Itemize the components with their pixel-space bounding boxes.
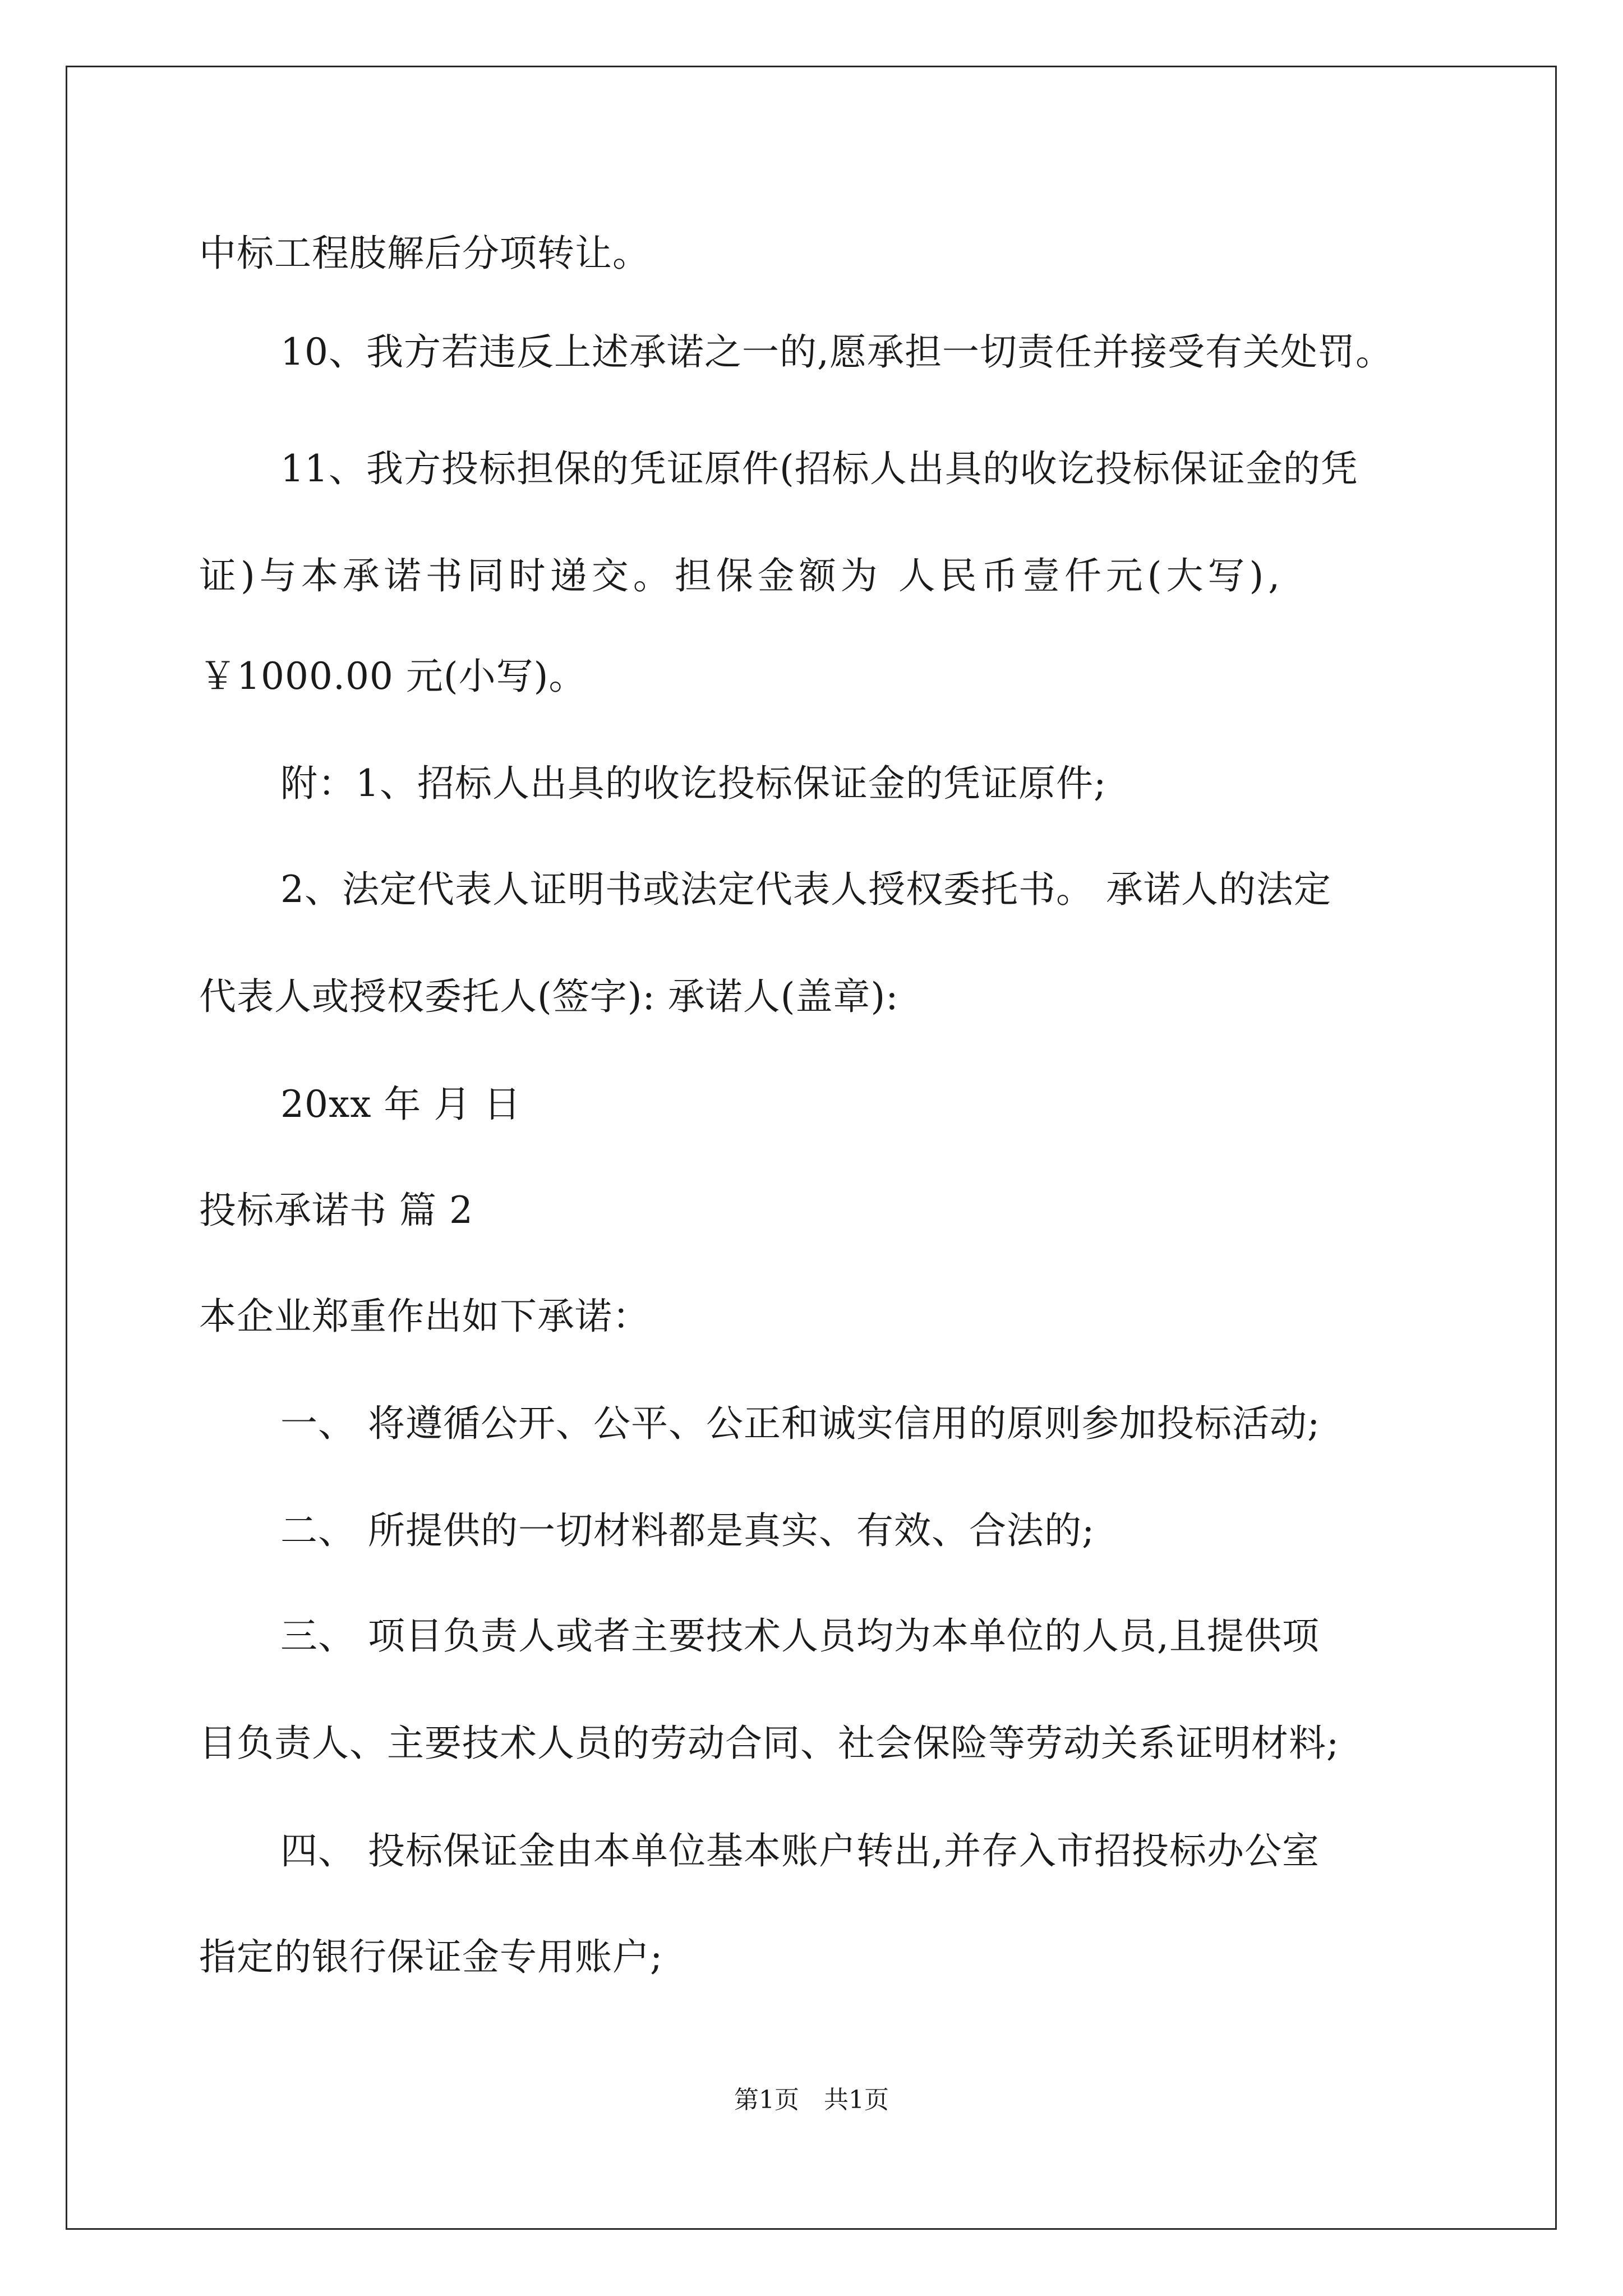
text-line: ￥1000.00 元(小写)。 [199,655,587,698]
text-line: 10、我方若违反上述承诺之一的,愿承担一切责任并接受有关处罚。 [280,330,1393,374]
text-line: 本企业郑重作出如下承诺： [199,1295,650,1338]
section-heading: 投标承诺书 篇 2 [199,1189,473,1232]
list-item: 二、 所提供的一切材料都是真实、有效、合法的; [280,1509,1095,1552]
text-line: 代表人或授权委托人(签字): 承诺人(盖章): [199,975,899,1018]
page-number: 第1页 [734,2086,799,2114]
text-line: 中标工程肢解后分项转让。 [199,232,650,275]
text-line: 20xx 年 月 日 [280,1083,522,1126]
list-item: 四、 投标保证金由本单位基本账户转出,并存入市招投标办公室 [280,1829,1320,1872]
page-border [66,66,1557,2230]
list-item: 一、 将遵循公开、公平、公正和诚实信用的原则参加投标活动; [280,1402,1321,1445]
page-total: 共1页 [824,2086,889,2114]
text-line: 目负责人、主要技术人员的劳动合同、社会保险等劳动关系证明材料; [199,1722,1340,1765]
text-line: 11、我方投标担保的凭证原件(招标人出具的收讫投标保证金的凭 [280,447,1358,490]
text-line: 指定的银行保证金专用账户; [199,1935,663,1978]
page-footer [0,2085,1623,2116]
text-line: 证)与本承诺书同时递交。担保金额为 人民币壹仟元(大写), [199,554,1285,597]
text-line: 2、法定代表人证明书或法定代表人授权委托书。 承诺人的法定 [280,868,1331,911]
text-line: 附：1、招标人出具的收讫投标保证金的凭证原件; [280,762,1107,805]
list-item: 三、 项目负责人或者主要技术人员均为本单位的人员,且提供项 [280,1614,1320,1658]
